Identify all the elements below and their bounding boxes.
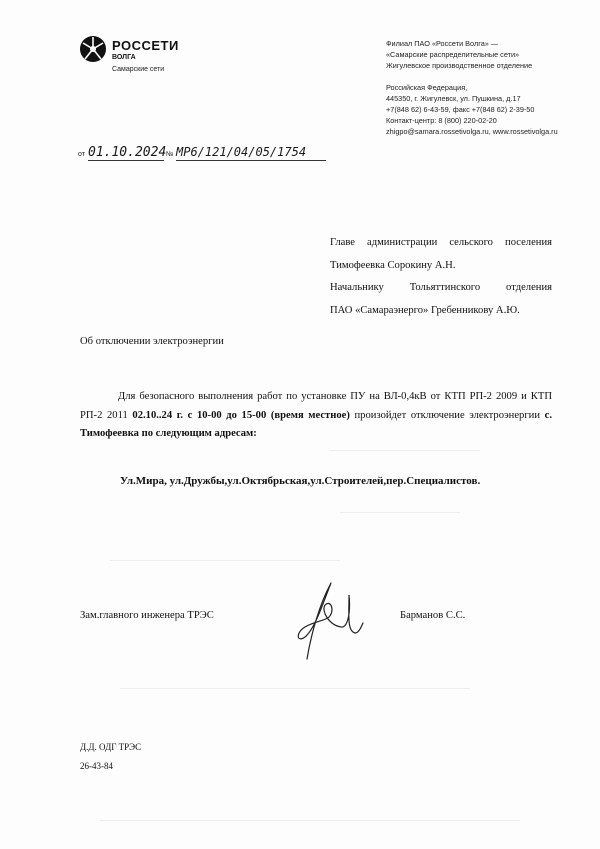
sender-contact-center: Контакт-центр: 8 (800) 220-02-20 bbox=[386, 116, 497, 126]
executor-phone: 26-43-84 bbox=[80, 761, 113, 771]
addressee-line: Главе администрации сельского поселения bbox=[330, 237, 552, 248]
addressee-line: Начальнику Тольяттинского отделения bbox=[330, 282, 552, 293]
sender-address: 445350, г. Жигулевск, ул. Пушкина, д.17 bbox=[386, 93, 521, 103]
body-text: Для безопасного выполнения работ по установке ПУ на ВЛ-0,4кВ от КТП РП-2 2009 и КТП РП-2 2011 bbox=[80, 391, 552, 421]
letter-subject: Об отключении электроэнергии bbox=[80, 336, 224, 347]
sender-block bbox=[386, 38, 586, 138]
outage-time: 02.10..24 г. с 10-00 до 15-00 (время местное) bbox=[132, 409, 350, 421]
signatory-position: Зам.главного инженера ТРЭС bbox=[80, 610, 214, 621]
logo-branch: Самарские сети bbox=[112, 66, 165, 73]
sender-org-line: Жигулевское производственное отделение bbox=[386, 61, 533, 71]
sender-country: Российская Федерация, bbox=[386, 82, 468, 92]
sender-phone: +7(848 62) 6-43-59, факс +7(848 62) 2-39-50 bbox=[386, 105, 535, 115]
letter-body bbox=[80, 388, 552, 444]
logo-name: РОССЕТИ bbox=[112, 38, 179, 53]
company-logo bbox=[78, 34, 208, 82]
addressee-line: ПАО «Самараэнерго» Гребенникову А.Ю. bbox=[330, 304, 520, 316]
addressee-block bbox=[330, 232, 552, 322]
body-paragraph bbox=[80, 388, 552, 444]
sender-org-line: Филиал ПАО «Россети Волга» — bbox=[386, 39, 499, 48]
sender-web: zhigpo@samara.rossetivolga.ru, www.rossetivolga.ru bbox=[386, 127, 558, 137]
logo-subtitle: ВОЛГА bbox=[112, 54, 136, 61]
sender-org-line: «Самарские распределительные сети» bbox=[386, 50, 520, 60]
executor-block bbox=[80, 738, 141, 776]
letter-date: 01.10.2024 bbox=[88, 145, 167, 160]
signatory-name: Барманов С.С. bbox=[400, 610, 466, 621]
outage-location: с. Тимофеевка по следующим адресам: bbox=[80, 409, 552, 439]
body-text: произойдет отключение электроэнергии bbox=[349, 409, 545, 421]
executor-dept: Д.Д. ОДГ ТРЭС bbox=[80, 742, 142, 752]
date-label: от bbox=[78, 151, 85, 158]
registration-number bbox=[78, 143, 338, 167]
street-list: Ул.Мира, ул.Дружбы,ул.Октябрьская,ул.Строителей,пер.Специалистов. bbox=[120, 475, 481, 487]
handwritten-signature bbox=[285, 575, 375, 665]
rosseti-logo-icon bbox=[78, 34, 108, 64]
addressee-line: Тимофеевка Сорокину А.Н. bbox=[330, 259, 456, 271]
number-label: № bbox=[166, 151, 174, 158]
letter-number: МР6/121/04/05/1754 bbox=[176, 145, 307, 159]
